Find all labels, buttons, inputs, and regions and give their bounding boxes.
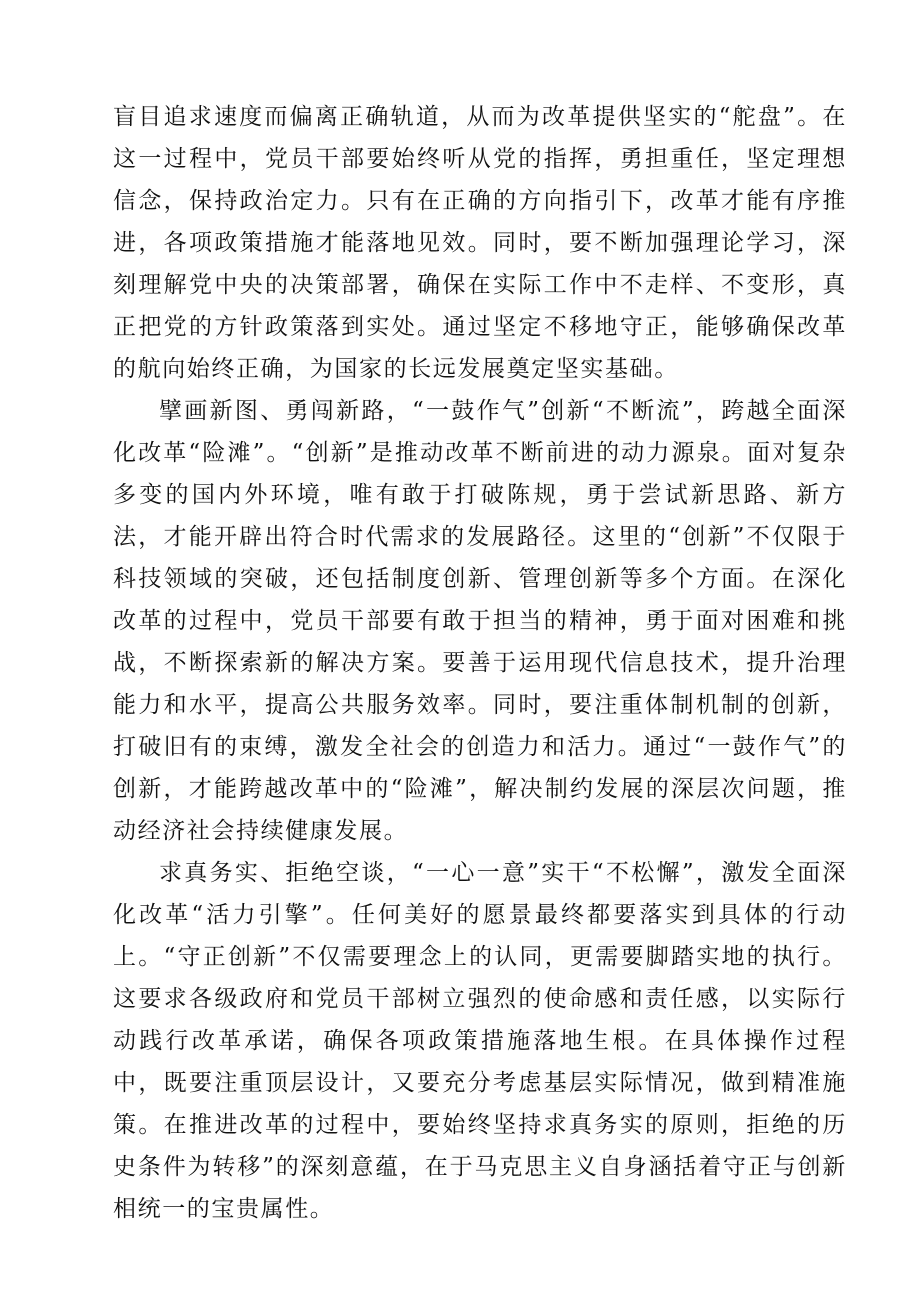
paragraph-innovation: 擘画新图、勇闯新路，“一鼓作气”创新“不断流”，跨越全面深化改革“险滩”。“创新”是推动改革不断前进的动力源泉。面对复杂多变的国内外环境，唯有敢于打破陈规，勇于尝试新思路、新方法，才能开辟出符合时代需求的发展路径。这里的“创新”不仅限于科技领域的突破，还包括制度创新、管理创新等多个方面。在深化改革的过程中，党员干部要有敢于担当的精神，勇于面对困难和挑战，不断探索新的解决方案。要善于运用现代信息技术，提升治理能力和水平，提高公共服务效率。同时，要注重体制机制的创新，打破旧有的束缚，激发全社会的创造力和活力。通过“一鼓作气”的创新，才能跨越改革中的“险滩”，解决制约发展的深层次问题，推动经济社会持续健康发展。 xyxy=(113,398,847,844)
paragraph-pragmatism: 求真务实、拒绝空谈，“一心一意”实干“不松懈”，激发全面深化改革“活力引擎”。任何美好的愿景最终都要落实到具体的行动上。“守正创新”不仅需要理念上的认同，更需要脚踏实地的执行。这要求各级政府和党员干部树立强烈的使命感和责任感，以实际行动践行改革承诺，确保各项政策措施落地生根。在具体操作过程中，既要注重顶层设计，又要充分考虑基层实际情况，做到精准施策。在推进改革的过程中，要始终坚持求真务实的原则，拒绝的历史条件为转移”的深刻意蕴，在于马克思主义自身涵括着守正与创新相统一的宝贵属性。 xyxy=(113,860,847,1222)
paragraph-continued: 盲目追求速度而偏离正确轨道，从而为改革提供坚实的“舵盘”。在这一过程中，党员干部要始终听从党的指挥，勇担重任，坚定理想信念，保持政治定力。只有在正确的方向指引下，改革才能有序推进，各项政策措施才能落地见效。同时，要不断加强理论学习，深刻理解党中央的决策部署，确保在实际工作中不走样、不变形，真正把党的方针政策落到实处。通过坚定不移地守正，能够确保改革的航向始终正确，为国家的长远发展奠定坚实基础。 xyxy=(113,104,847,382)
document-body xyxy=(113,96,847,1230)
